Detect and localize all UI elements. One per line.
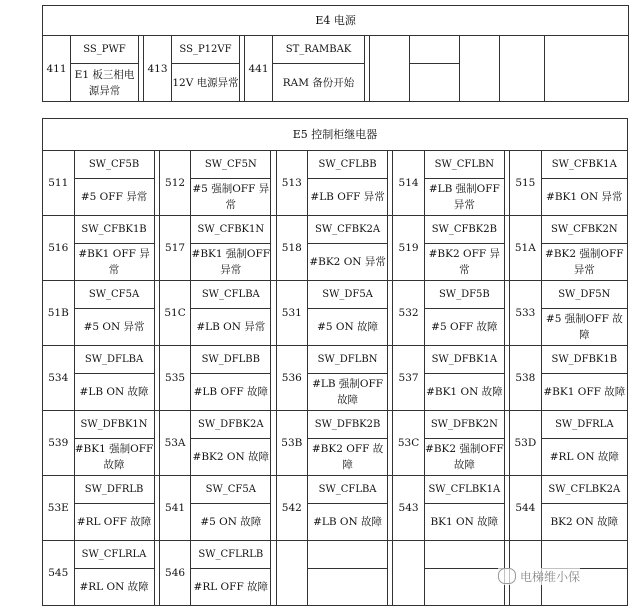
relay-name: SW_DFBK2N xyxy=(424,411,504,439)
relay-name xyxy=(308,541,388,569)
relay-code: 534 xyxy=(43,346,75,411)
relay-name: SW_CFBK2A xyxy=(308,216,388,244)
relay-name: SW_CFLBA xyxy=(308,476,388,504)
relay-desc: #LB 强制OFF 异常 xyxy=(424,179,504,216)
relay-code: 53E xyxy=(43,476,75,541)
relay-name: SW_CFLBA xyxy=(191,281,271,309)
relay-name: SW_DFBK2B xyxy=(308,411,388,439)
e4-name-411: SS_PWF xyxy=(71,36,139,64)
relay-code: 535 xyxy=(159,346,191,411)
relay-name: SW_CFBK1N xyxy=(191,216,271,244)
relay-desc: #BK2 ON 故障 xyxy=(191,439,271,476)
relay-name: SW_CFLBB xyxy=(308,151,388,179)
relay-desc: #BK2 强制OFF 异常 xyxy=(541,244,627,281)
relay-desc: #5 ON 故障 xyxy=(191,504,271,541)
relay-code: 516 xyxy=(43,216,75,281)
relay-code: 512 xyxy=(159,151,191,216)
e4-name-441: ST_RAMBAK xyxy=(273,36,365,64)
relay-name: SW_CFBK1B xyxy=(74,216,154,244)
relay-code: 539 xyxy=(43,411,75,476)
relay-code: 544 xyxy=(510,476,542,541)
relay-name: SW_CFLBK1A xyxy=(424,476,504,504)
relay-name: SW_CFBK2B xyxy=(424,216,504,244)
relay-name: SW_DFLBA xyxy=(74,346,154,374)
relay-desc: #LB ON 故障 xyxy=(308,504,388,541)
relay-name: SW_CF5N xyxy=(191,151,271,179)
relay-code: 531 xyxy=(276,281,308,346)
relay-name: SW_CFLRLB xyxy=(191,541,271,569)
relay-name: SW_CF5A xyxy=(74,281,154,309)
relay-name: SW_DFBK2A xyxy=(191,411,271,439)
relay-code: 513 xyxy=(276,151,308,216)
relay-code: 517 xyxy=(159,216,191,281)
e5-title: E5 控制柜继电器 xyxy=(43,119,628,151)
relay-desc: #LB ON 故障 xyxy=(74,374,154,411)
relay-code: 538 xyxy=(510,346,542,411)
e4-code-441: 441 xyxy=(245,36,273,102)
relay-code: 514 xyxy=(393,151,425,216)
relay-desc: #5 OFF 故障 xyxy=(424,309,504,346)
relay-code: 541 xyxy=(159,476,191,541)
e4-name-413: SS_P12VF xyxy=(172,36,240,64)
relay-code: 53A xyxy=(159,411,191,476)
relay-desc: #5 ON 故障 xyxy=(308,309,388,346)
relay-desc: #RL ON 故障 xyxy=(541,439,627,476)
relay-name: SW_CFBK2N xyxy=(541,216,627,244)
relay-desc: #RL OFF 故障 xyxy=(74,504,154,541)
relay-desc: #BK1 ON 异常 xyxy=(541,179,627,216)
relay-desc: #5 强制OFF 异常 xyxy=(191,179,271,216)
relay-code: 546 xyxy=(159,541,191,606)
relay-name: SW_DFRLA xyxy=(541,411,627,439)
relay-code: 536 xyxy=(276,346,308,411)
relay-code: 543 xyxy=(393,476,425,541)
relay-code: 519 xyxy=(393,216,425,281)
relay-code: 518 xyxy=(276,216,308,281)
e4-desc-441: RAM 备份开始 xyxy=(273,64,365,102)
watermark xyxy=(498,568,580,585)
relay-desc: #BK2 强制OFF 故障 xyxy=(424,439,504,476)
relay-name: SW_DFRLB xyxy=(74,476,154,504)
relay-code xyxy=(393,541,425,606)
relay-name: SW_CFLBK2A xyxy=(541,476,627,504)
relay-desc: #5 强制OFF 故障 xyxy=(541,309,627,346)
e4-title: E4 电源 xyxy=(43,6,629,36)
relay-name: SW_DFBK1N xyxy=(74,411,154,439)
relay-desc: #BK1 强制OFF 异常 xyxy=(191,244,271,281)
relay-name: SW_CFLRLA xyxy=(74,541,154,569)
relay-desc: #5 OFF 异常 xyxy=(74,179,154,216)
relay-code: 515 xyxy=(510,151,542,216)
relay-desc: #RL OFF 故障 xyxy=(191,569,271,606)
relay-name: SW_DF5A xyxy=(308,281,388,309)
e5-table xyxy=(42,118,628,606)
relay-name: SW_DFLBB xyxy=(191,346,271,374)
relay-name: SW_DFBK1B xyxy=(541,346,627,374)
relay-desc: #BK2 ON 异常 xyxy=(308,244,388,281)
relay-name xyxy=(424,541,504,569)
relay-name: SW_DFLBN xyxy=(308,346,388,374)
relay-code: 53C xyxy=(393,411,425,476)
relay-code: 511 xyxy=(43,151,75,216)
relay-desc: #BK1 ON 故障 xyxy=(424,374,504,411)
relay-desc: #RL ON 故障 xyxy=(74,569,154,606)
relay-code: 545 xyxy=(43,541,75,606)
relay-name: SW_CFLBN xyxy=(424,151,504,179)
relay-code: 533 xyxy=(510,281,542,346)
e4-desc-413: 12V 电源异常 xyxy=(172,64,240,102)
relay-name: SW_DF5N xyxy=(541,281,627,309)
relay-code: 51C xyxy=(159,281,191,346)
relay-desc xyxy=(424,569,504,606)
relay-desc: #LB OFF 异常 xyxy=(308,179,388,216)
relay-name: SW_DF5B xyxy=(424,281,504,309)
relay-desc: BK1 ON 故障 xyxy=(424,504,504,541)
relay-code: 53D xyxy=(510,411,542,476)
e4-code-411: 411 xyxy=(43,36,71,102)
relay-desc: #BK1 OFF 故障 xyxy=(541,374,627,411)
relay-desc: #LB OFF 故障 xyxy=(191,374,271,411)
relay-name: SW_CF5B xyxy=(74,151,154,179)
relay-code: 51B xyxy=(43,281,75,346)
relay-desc: #LB 强制OFF 故障 xyxy=(308,374,388,411)
relay-code: 53B xyxy=(276,411,308,476)
relay-desc: #LB ON 异常 xyxy=(191,309,271,346)
wechat-icon xyxy=(498,568,516,584)
relay-code: 537 xyxy=(393,346,425,411)
e4-desc-411: E1 板三相电源异常 xyxy=(71,64,139,102)
relay-desc: #BK2 OFF 故障 xyxy=(308,439,388,476)
e4-code-413: 413 xyxy=(144,36,172,102)
relay-desc: #BK1 OFF 异常 xyxy=(74,244,154,281)
relay-desc: #5 ON 异常 xyxy=(74,309,154,346)
relay-name xyxy=(541,541,627,569)
relay-code: 542 xyxy=(276,476,308,541)
relay-desc: BK2 ON 故障 xyxy=(541,504,627,541)
relay-desc: #BK1 强制OFF 故障 xyxy=(74,439,154,476)
relay-code xyxy=(276,541,308,606)
relay-name: SW_CFBK1A xyxy=(541,151,627,179)
relay-name: SW_CF5A xyxy=(191,476,271,504)
relay-name: SW_DFBK1A xyxy=(424,346,504,374)
relay-code: 532 xyxy=(393,281,425,346)
relay-desc: #BK2 OFF 异常 xyxy=(424,244,504,281)
relay-code: 51A xyxy=(510,216,542,281)
watermark-text: 电梯维小保 xyxy=(520,570,581,584)
relay-desc xyxy=(308,569,388,606)
e4-table xyxy=(42,5,629,102)
